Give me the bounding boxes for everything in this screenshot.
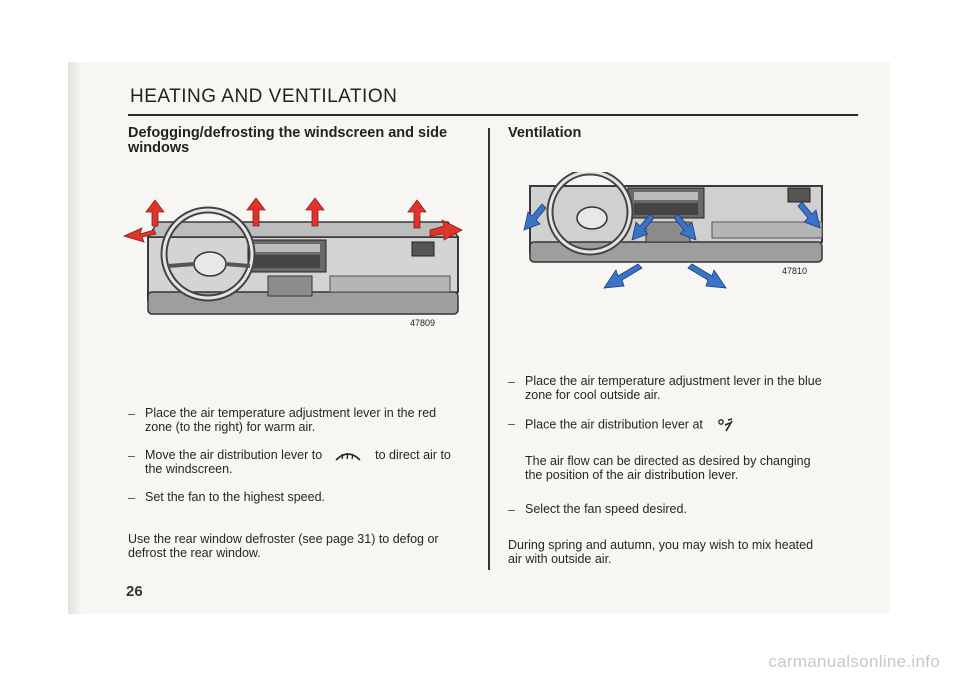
defog-section-title: Defogging/defrosting the windscreen and side windows — [128, 125, 448, 156]
windscreen-defrost-icon — [334, 449, 362, 462]
bullet-dash: – — [508, 503, 515, 517]
bullet-dash: – — [128, 491, 135, 505]
vent-note1-line1: The air flow can be directed as desired by changing — [525, 454, 811, 468]
defog-step-2-line1 — [145, 449, 451, 462]
arrow-floor-right — [688, 264, 726, 288]
bullet-dash: – — [508, 417, 515, 431]
vent-step-1-line2: zone for cool outside air. — [525, 388, 661, 402]
defog-step-3: Set the fan to the highest speed. — [145, 490, 325, 504]
vent-note2-line1: During spring and autumn, you may wish to mix heated — [508, 538, 814, 552]
ventilation-section-title: Ventilation — [508, 125, 582, 141]
watermark-text: carmanualsonline.info — [768, 652, 940, 671]
defog-step-2-text-b: to direct air to — [375, 448, 451, 462]
bullet-dash: – — [128, 407, 135, 421]
column-divider — [488, 128, 490, 570]
vent-step-3: Select the fan speed desired. — [525, 502, 687, 516]
arrow-floor-left — [604, 264, 642, 288]
defog-figure-number: 47809 — [410, 318, 436, 328]
defog-note-line2: defrost the rear window. — [128, 546, 261, 560]
vent-step-2 — [525, 417, 736, 433]
page-number: 26 — [126, 583, 143, 600]
defog-step-1-line2: zone (to the right) for warm air. — [145, 420, 316, 434]
defog-dashboard-illustration — [118, 192, 470, 342]
face-vent-icon — [716, 417, 736, 433]
defog-step-1-line1: Place the air temperature adjustment lever in the red — [145, 406, 437, 420]
defog-step-2-text-a: Move the air distribution lever to — [145, 448, 323, 462]
ventilation-figure-number: 47810 — [782, 266, 808, 276]
page-title: HEATING AND VENTILATION — [130, 86, 398, 107]
ventilation-dashboard-illustration — [506, 172, 836, 296]
bullet-dash: – — [508, 375, 515, 389]
page-binding-shadow — [68, 62, 82, 614]
defog-note-line1: Use the rear window defroster (see page 31) to defog or — [128, 532, 439, 546]
vent-step-1-line1: Place the air temperature adjustment lever in the blue — [525, 374, 822, 388]
header-rule — [128, 114, 858, 116]
bullet-dash: – — [128, 449, 135, 463]
vent-note1-line2: the position of the air distribution lever. — [525, 468, 739, 482]
defog-step-2-line2: the windscreen. — [145, 462, 233, 476]
vent-note2-line2: air with outside air. — [508, 552, 612, 566]
vent-step-2-text: Place the air distribution lever at — [525, 417, 703, 432]
